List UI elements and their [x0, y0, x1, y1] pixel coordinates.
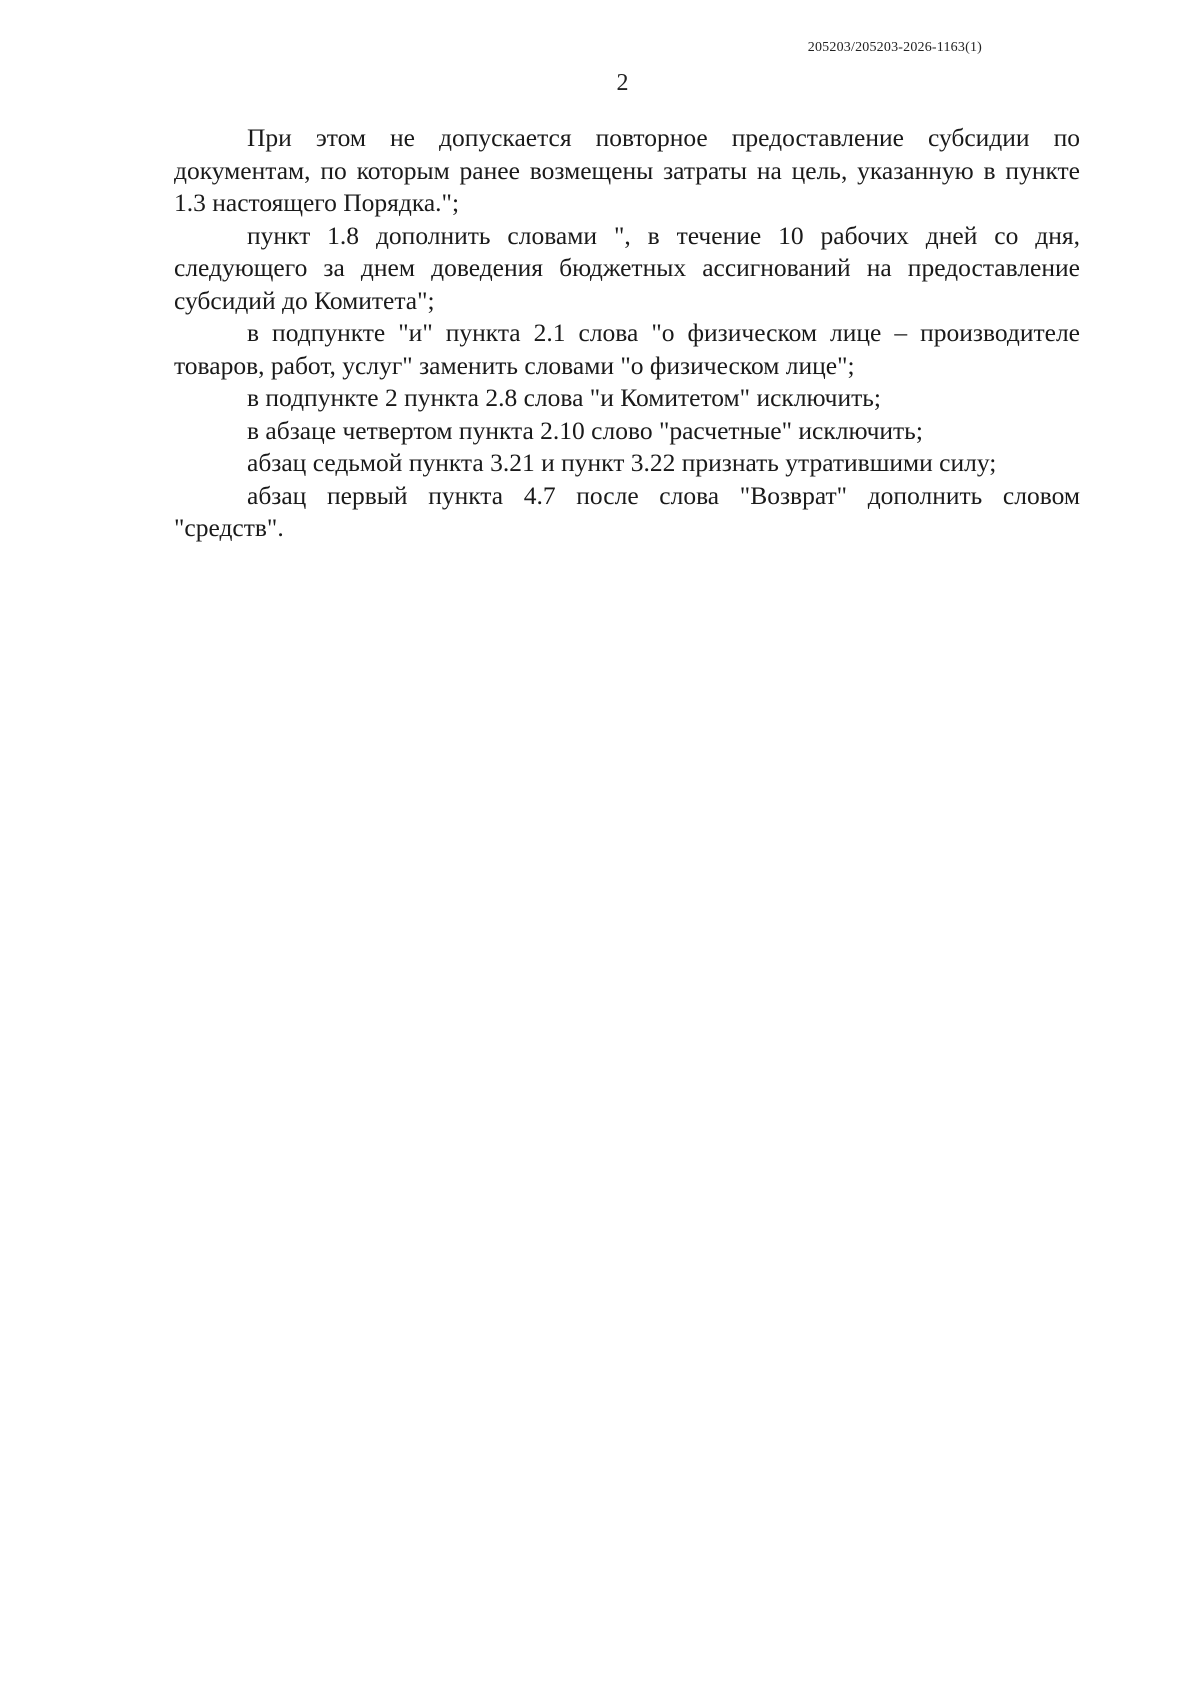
page-number: 2	[616, 70, 629, 96]
document-registration-code: 205203/205203-2026-1163(1)	[807, 40, 982, 55]
paragraph-subsidy-restriction: При этом не допускается повторное предоставление субсидии по документам, по которым ранее возмещены затраты на цель, указанную в пункте 1.3 настоящего Порядка.";	[174, 123, 1080, 217]
document-body	[174, 122, 1080, 545]
paragraph-clause-2-1: в подпункте "и" пункта 2.1 слова "о физическом лице – производителе товаров, работ, услуг" заменить словами "о физическом лице";	[174, 318, 1080, 380]
paragraph-clause-3-21: абзац седьмой пункта 3.21 и пункт 3.22 признать утратившими силу;	[247, 448, 997, 477]
paragraph-clause-4-7: абзац первый пункта 4.7 после слова "Возврат" дополнить словом "средств".	[174, 480, 1080, 542]
paragraph-clause-2-10: в абзаце четвертом пункта 2.10 слово "расчетные" исключить;	[247, 415, 923, 445]
paragraph-clause-1-8: пункт 1.8 дополнить словами ", в течение 10 рабочих дней со дня, следующего за днем доведения бюджетных ассигнований на предоставление субсидий до Комитета";	[174, 220, 1080, 315]
paragraph-clause-2-8: в подпункте 2 пункта 2.8 слова "и Комитетом" исключить;	[247, 383, 881, 412]
